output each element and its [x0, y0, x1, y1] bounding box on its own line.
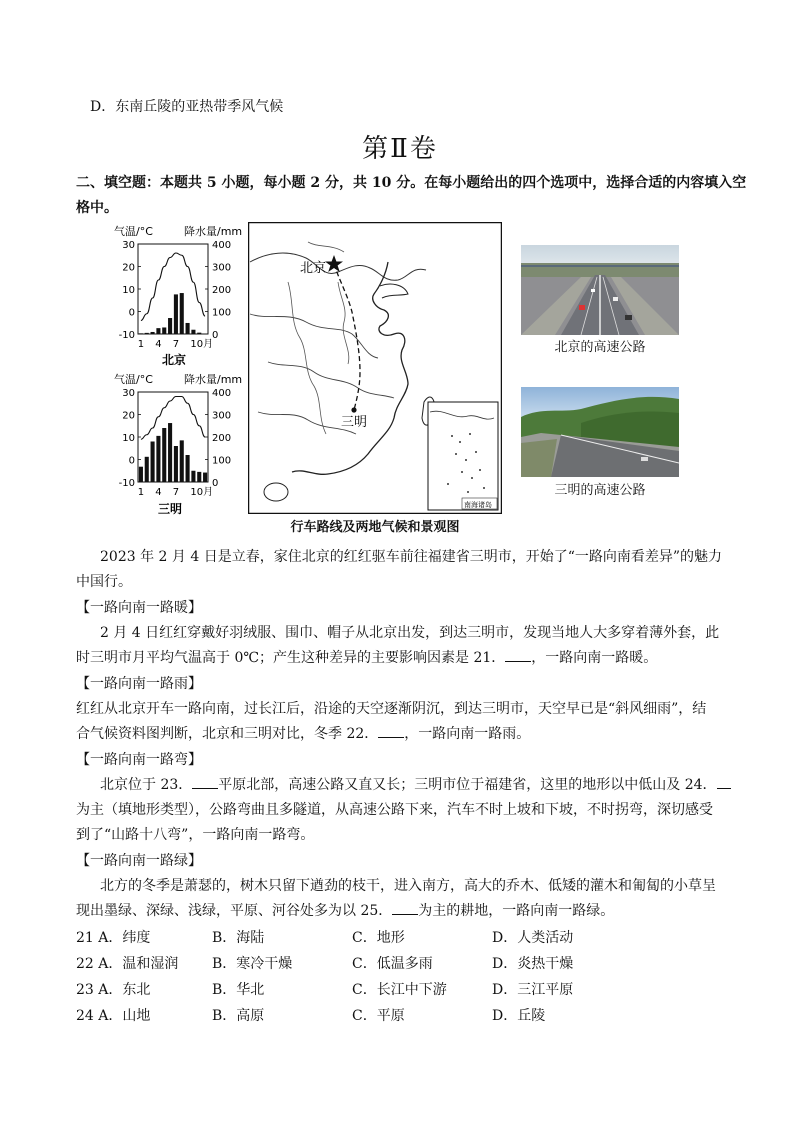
options-row-21: [76, 927, 716, 949]
beijing-right-tick-label: 100: [212, 307, 232, 319]
passage-p4-line3: 到了“山路十八弯”，一路向南一路弯。: [76, 827, 315, 843]
passage-p1-line1: 2023 年 2 月 4 日是立春，家住北京的红红驱车前往福建省三明市，开始了“一路向南看差异”的魅力: [100, 549, 723, 565]
option-24-d[interactable]: D．丘陵: [492, 1008, 546, 1024]
sanming-left-tick-label: -10: [118, 478, 135, 489]
sanming-precip-bar: [180, 440, 184, 482]
sanming-right-tick-label: 300: [212, 410, 232, 422]
figure-caption: 行车路线及两地气候和景观图: [290, 520, 460, 535]
south-china-sea-inset: [428, 402, 498, 510]
option-23-d[interactable]: D．三江平原: [492, 982, 574, 998]
passage-p3-line1: 红红从北京开车一路向南，过长江后，沿途的天空逐渐阴沉，到达三明市，天空早已是“斜风细雨”，结: [76, 701, 707, 717]
beijing-left-tick-label: 10: [122, 285, 135, 296]
option-22-b[interactable]: B．寒冷干燥: [212, 956, 293, 972]
sanming-right-tick-label: 100: [212, 455, 232, 467]
sanming-highway-photo: [521, 387, 679, 477]
section-title: 第Ⅱ卷: [362, 134, 438, 164]
beijing-climate-chart: [112, 222, 250, 370]
sanming-precip-bar: [162, 428, 166, 482]
heading-warm: 【一路向南一路暖】: [76, 600, 202, 616]
sanming-precip-bar: [197, 472, 201, 482]
answer-blank-24[interactable]: [717, 774, 731, 789]
sanming-right-axis-title: 降水量/mm: [184, 373, 243, 386]
beijing-left-tick-label: 0: [128, 307, 135, 319]
option-22-a[interactable]: 22 A．温和湿润: [76, 956, 179, 972]
option-21-b[interactable]: B．海陆: [212, 930, 265, 946]
beijing-right-axis-title: 降水量/mm: [184, 225, 243, 238]
sanming-precip-bar: [186, 455, 190, 482]
passage-p5-line2: [76, 900, 726, 922]
options-row-22: [76, 953, 716, 975]
sanming-precip-bar: [156, 436, 160, 482]
passage-p1-line2: 中国行。: [76, 574, 132, 590]
option-23-b[interactable]: B．华北: [212, 982, 265, 998]
beijing-precip-bar: [191, 330, 195, 334]
photo1-caption: 北京的高速公路: [554, 340, 646, 355]
beijing-precip-bar: [139, 333, 143, 334]
option-21-a[interactable]: 21 A．纬度: [76, 930, 151, 946]
beijing-precip-bar: [162, 327, 166, 334]
beijing-precip-bar: [168, 318, 172, 334]
beijing-right-tick-label: 400: [212, 240, 232, 251]
sanming-precip-bar: [151, 442, 155, 483]
previous-question-option-d: D．东南丘陵的亚热带季风气候: [90, 99, 284, 115]
sanming-precip-bar: [139, 467, 143, 482]
heading-curves: 【一路向南一路弯】: [76, 752, 202, 768]
beijing-right-tick-label: 0: [212, 330, 219, 341]
beijing-precip-bar: [156, 328, 160, 334]
option-24-a[interactable]: 24 A．山地: [76, 1008, 151, 1024]
beijing-right-tick-label: 200: [212, 285, 232, 296]
sanming-precip-bar: [168, 423, 172, 482]
answer-blank-23[interactable]: [192, 774, 218, 789]
sanming-month-tick-label: 4: [155, 487, 162, 498]
sanming-left-tick-label: 0: [128, 455, 135, 467]
beijing-month-tick-label: 4: [155, 339, 162, 350]
passage-p2-line2: [76, 647, 726, 669]
sanming-month-tick-label: 10月: [190, 487, 214, 498]
option-24-b[interactable]: B．高原: [212, 1008, 265, 1024]
passage-p2-line1: 2 月 4 日红红穿戴好羽绒服、围巾、帽子从北京出发，到达三明市，发现当地人大多穿着薄外套，此: [100, 625, 720, 641]
passage-p2-line2-text: 时三明市月平均气温高于 0℃；产生这种差异的主要影响因素是 21．: [76, 650, 506, 666]
beijing-month-tick-label: 1: [137, 339, 145, 350]
sanming-point-icon: [351, 407, 356, 412]
option-21-c[interactable]: C．地形: [352, 930, 405, 946]
answer-blank-22[interactable]: [378, 723, 404, 738]
passage-p4-line1: [100, 774, 750, 796]
heading-green: 【一路向南一路绿】: [76, 853, 202, 869]
sanming-temperature-line: [141, 397, 205, 440]
beijing-left-axis-title: 气温/°C: [114, 225, 153, 238]
beijing-right-tick-label: 300: [212, 262, 232, 274]
sanming-city-label: 三明: [158, 502, 183, 516]
map-label-sanming: 三明: [341, 415, 368, 430]
sanming-precip-bar: [145, 457, 149, 482]
beijing-precip-bar: [180, 293, 184, 334]
sanming-month-tick-label: 7: [172, 487, 180, 498]
beijing-city-label: 北京: [162, 353, 187, 367]
option-23-c[interactable]: C．长江中下游: [352, 982, 447, 998]
beijing-precip-bar: [151, 332, 155, 334]
option-23-a[interactable]: 23 A．东北: [76, 982, 151, 998]
answer-blank-21[interactable]: [505, 647, 531, 662]
beijing-temperature-line: [141, 253, 205, 321]
passage-p4-line1-mid: 平原北部，高速公路又直又长；三明市位于福建省，这里的地形以中低山及 24．: [218, 777, 717, 793]
passage-p4-line2: 为主（填地形类型），公路弯曲且多隧道，从高速公路下来，汽车不时上坡和下坡，不时拐弯，深切感受: [76, 802, 713, 818]
option-21-d[interactable]: D．人类活动: [492, 930, 574, 946]
route-map: [248, 222, 502, 514]
sanming-precip-bar: [203, 473, 207, 482]
sanming-left-tick-label: 30: [122, 388, 135, 399]
passage-p5-line2-tail: 为主的耕地，一路向南一路绿。: [418, 903, 615, 919]
passage-p4-line1-text: 北京位于 23．: [100, 777, 193, 793]
beijing-left-tick-label: 30: [122, 240, 135, 251]
instructions-line-1: 二、填空题：本题共 5 小题，每小题 2 分，共 10 分。在每小题给出的四个选项中，选择合适的内容填入空: [76, 175, 747, 191]
beijing-left-tick-label: -10: [118, 330, 135, 341]
passage-p3-line2-tail: ，一路向南一路雨。: [404, 726, 531, 742]
sanming-right-tick-label: 400: [212, 388, 232, 399]
map-label-beijing: 北京: [300, 261, 327, 276]
sanming-left-tick-label: 20: [122, 410, 135, 422]
instructions-line-2: 格中。: [76, 200, 118, 216]
answer-blank-25[interactable]: [392, 900, 418, 915]
beijing-precip-bar: [145, 333, 149, 334]
sanming-right-tick-label: 200: [212, 433, 232, 444]
beijing-left-tick-label: 20: [122, 262, 135, 274]
sanming-right-tick-label: 0: [212, 478, 219, 489]
passage-p3-line2-text: 合气候资料图判断，北京和三明对比，冬季 22．: [76, 726, 379, 742]
options-row-24: [76, 1005, 716, 1027]
sanming-precip-bar: [191, 471, 195, 482]
beijing-plot-frame: [138, 244, 208, 334]
sanming-left-tick-label: 10: [122, 433, 135, 444]
beijing-precip-bar: [186, 323, 190, 334]
passage-p2-line2-tail: ，一路向南一路暖。: [531, 650, 658, 666]
sanming-precip-bar: [174, 446, 178, 482]
option-22-c[interactable]: C．低温多雨: [352, 956, 433, 972]
option-22-d[interactable]: D．炎热干燥: [492, 956, 574, 972]
beijing-precip-bar: [174, 294, 178, 334]
options-row-23: [76, 979, 716, 1001]
sanming-climate-chart: [112, 370, 250, 518]
passage-p5-line1: 北方的冬季是萧瑟的，树木只留下遒劲的枝干，进入南方，高大的乔木、低矮的灌木和匍匐的小草呈: [100, 878, 716, 894]
beijing-precip-bar: [197, 333, 201, 334]
passage-p3-line2: [76, 723, 726, 745]
inset-label: 南海诸岛: [464, 501, 492, 509]
option-24-c[interactable]: C．平原: [352, 1008, 405, 1024]
beijing-highway-photo: [521, 245, 679, 335]
sanming-left-axis-title: 气温/°C: [114, 373, 153, 386]
passage-p5-line2-text: 现出墨绿、深绿、浅绿，平原、河谷处多为以 25．: [76, 903, 393, 919]
heading-rain: 【一路向南一路雨】: [76, 676, 202, 692]
beijing-month-tick-label: 7: [172, 339, 180, 350]
sanming-month-tick-label: 1: [137, 487, 145, 498]
photo2-caption: 三明的高速公路: [554, 483, 646, 498]
beijing-month-tick-label: 10月: [190, 339, 214, 350]
